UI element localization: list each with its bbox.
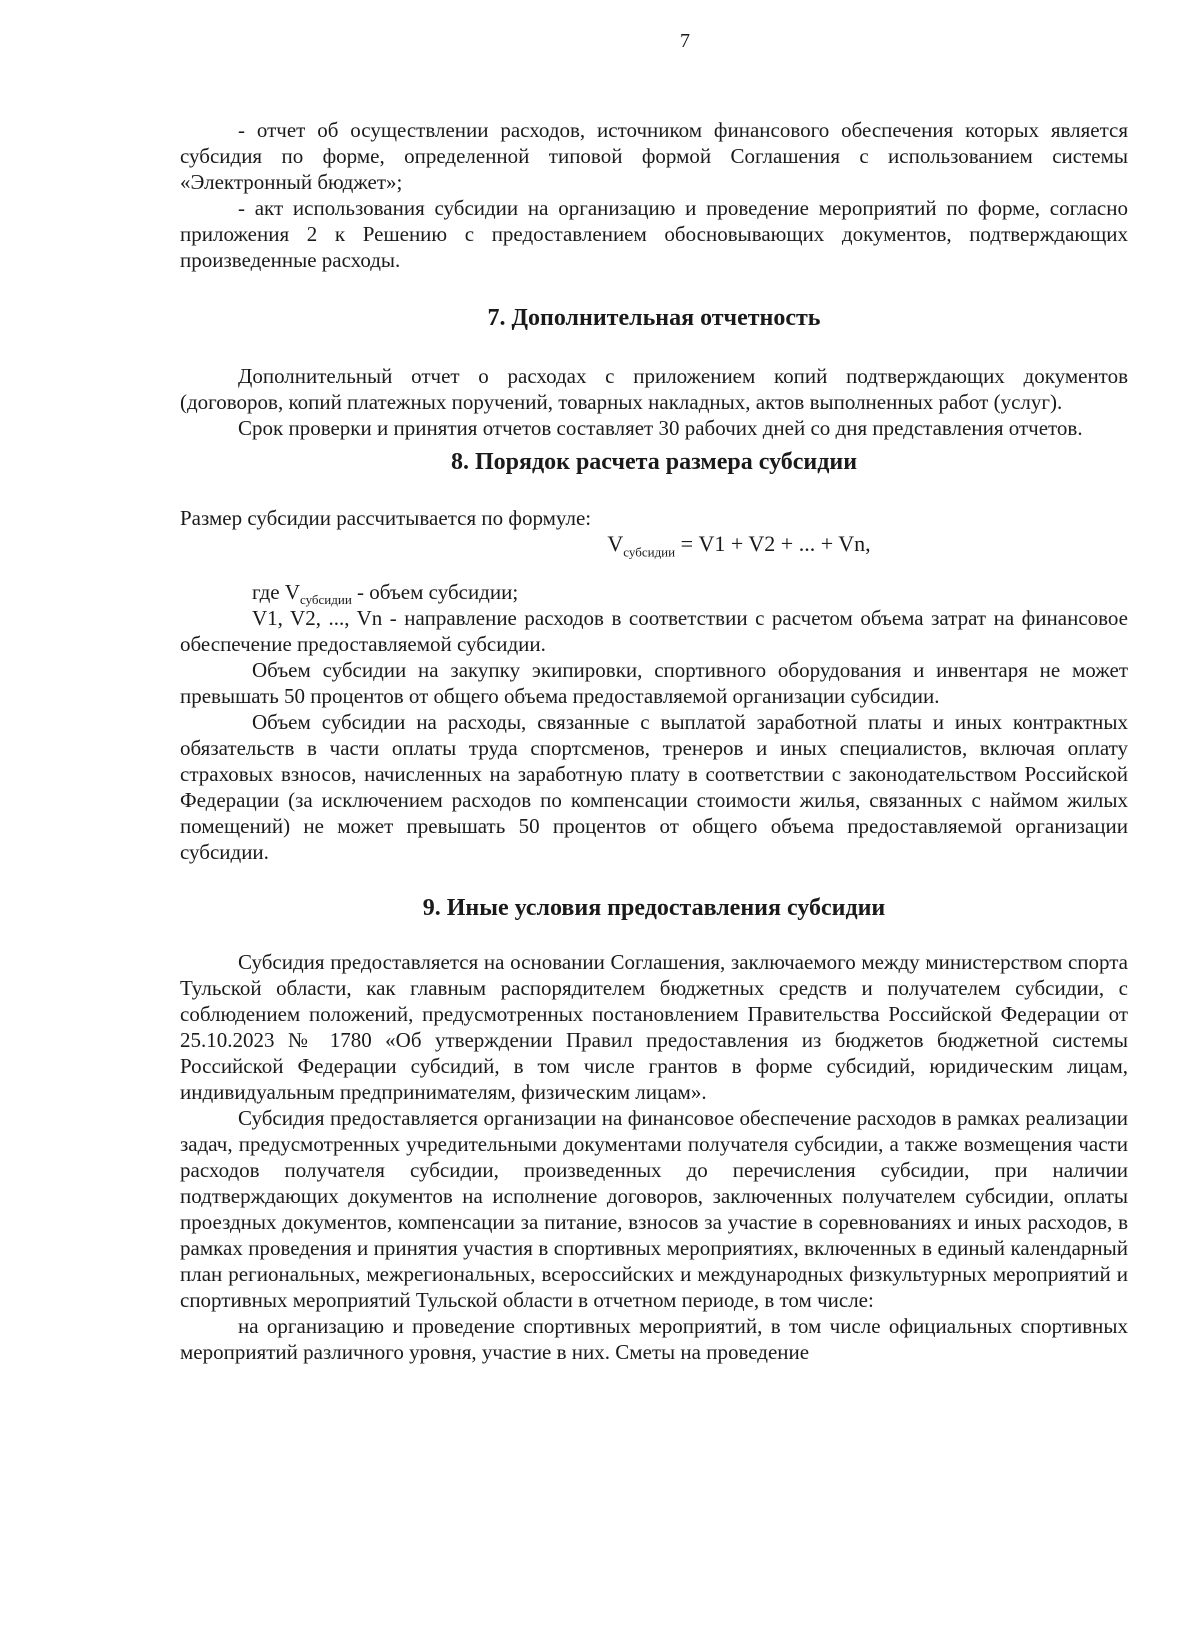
paragraph-formula-intro: Размер субсидии рассчитывается по формуле: [180, 506, 592, 530]
paragraph-subsidy-purpose: Субсидия предоставляется организации на финансовое обеспечение расходов в рамках реализации задач, предусмотренных учредительными документами получателя субсидии, а также возмещения части расходов получателя субсидии, произведенных до перечисления субсидии, при наличии подтверждающих документов на исполнение договоров, заключенных получателем субсидии, оплаты проездных документов, компенсации за питание, взносов за участие в соревнованиях и иных расходов, в рамках проведения и принятия участия в спортивных мероприятиях, включенных в единый календарный план региональных, межрегиональных, всероссийских и международных физкультурных мероприятий и спортивных мероприятий Тульской области в отчетном периоде, в том числе: [180, 1106, 1128, 1312]
document-body [180, 117, 1128, 1365]
formula-rest: = V1 + V2 + ... + Vn, [675, 531, 871, 556]
formula [180, 531, 1128, 560]
formula-v: V [607, 531, 624, 556]
paragraph-report-expenses: - отчет об осуществлении расходов, источником финансового обеспечения которых является субсидия по форме, определенной типовой формой Соглашения с использованием системы «Электронный бюджет»; [180, 118, 1128, 194]
paragraph-salary-limit: Объем субсидии на расходы, связанные с выплатой заработной платы и иных контрактных обязательств в части оплаты труда спортсменов, тренеров и иных специалистов, включая оплату страховых взносов, начисленных на заработную плату в соответствии с законодательством Российской Федерации (за исключением расходов по компенсации стоимости жилья, связанных с наймом жилых помещений) не может превышать 50 процентов от общего объема предоставляемой организации субсидии. [180, 710, 1128, 864]
section-heading-9: 9. Иные условия предоставления субсидии [422, 895, 886, 921]
paragraph-agreement-basis: Субсидия предоставляется на основании Соглашения, заключаемого между министерством спорта Тульской области, как главным распорядителем бюджетных средств и получателем субсидии, с соблюдением положений, предусмотренных постановлением Правительства Российской Федерации от 25.10.2023 № 1780 «Об утверждении Правил предоставления из бюджетов бюджетной системы Российской Федерации субсидий, в том числе грантов в форме субсидий, юридическим лицам, индивидуальным предпринимателям, физическим лицам». [180, 950, 1128, 1104]
paragraph-expense-directions: V1, V2, ..., Vn - направление расходов в соответствии с расчетом объема затрат на финансовое обеспечение предоставляемой субсидии. [180, 606, 1128, 656]
paragraph-where [180, 579, 1128, 608]
paragraph-act-usage: - акт использования субсидии на организацию и проведение мероприятий по форме, согласно приложения 2 к Решению с предоставлением обосновывающих документов, подтверждающих произведенные расходы. [180, 196, 1128, 272]
paragraph-additional-report: Дополнительный отчет о расходах с приложением копий подтверждающих документов (договоров, копий платежных поручений, товарных накладных, актов выполненных работ (услуг). [180, 364, 1128, 414]
where-rest: - объем субсидии; [351, 580, 519, 604]
section-heading-8: 8. Порядок расчета размера субсидии [450, 449, 858, 475]
where-subscript: субсидии [300, 592, 352, 608]
where-prefix: где V [252, 580, 300, 604]
section-heading-7: 7. Дополнительная отчетность [487, 305, 821, 331]
formula-subscript: субсидии [623, 544, 676, 560]
paragraph-review-period: Срок проверки и принятия отчетов составляет 30 рабочих дней со дня представления отчетов. [238, 416, 1083, 440]
paragraph-equipment-limit: Объем субсидии на закупку экипировки, спортивного оборудования и инвентаря не может превышать 50 процентов от общего объема предоставляемой организации субсидии. [180, 658, 1128, 708]
page-number: 7 [680, 30, 690, 52]
paragraph-sport-events: на организацию и проведение спортивных мероприятий, в том числе официальных спортивных мероприятий различного уровня, участие в них. Сметы на проведение [180, 1314, 1128, 1364]
